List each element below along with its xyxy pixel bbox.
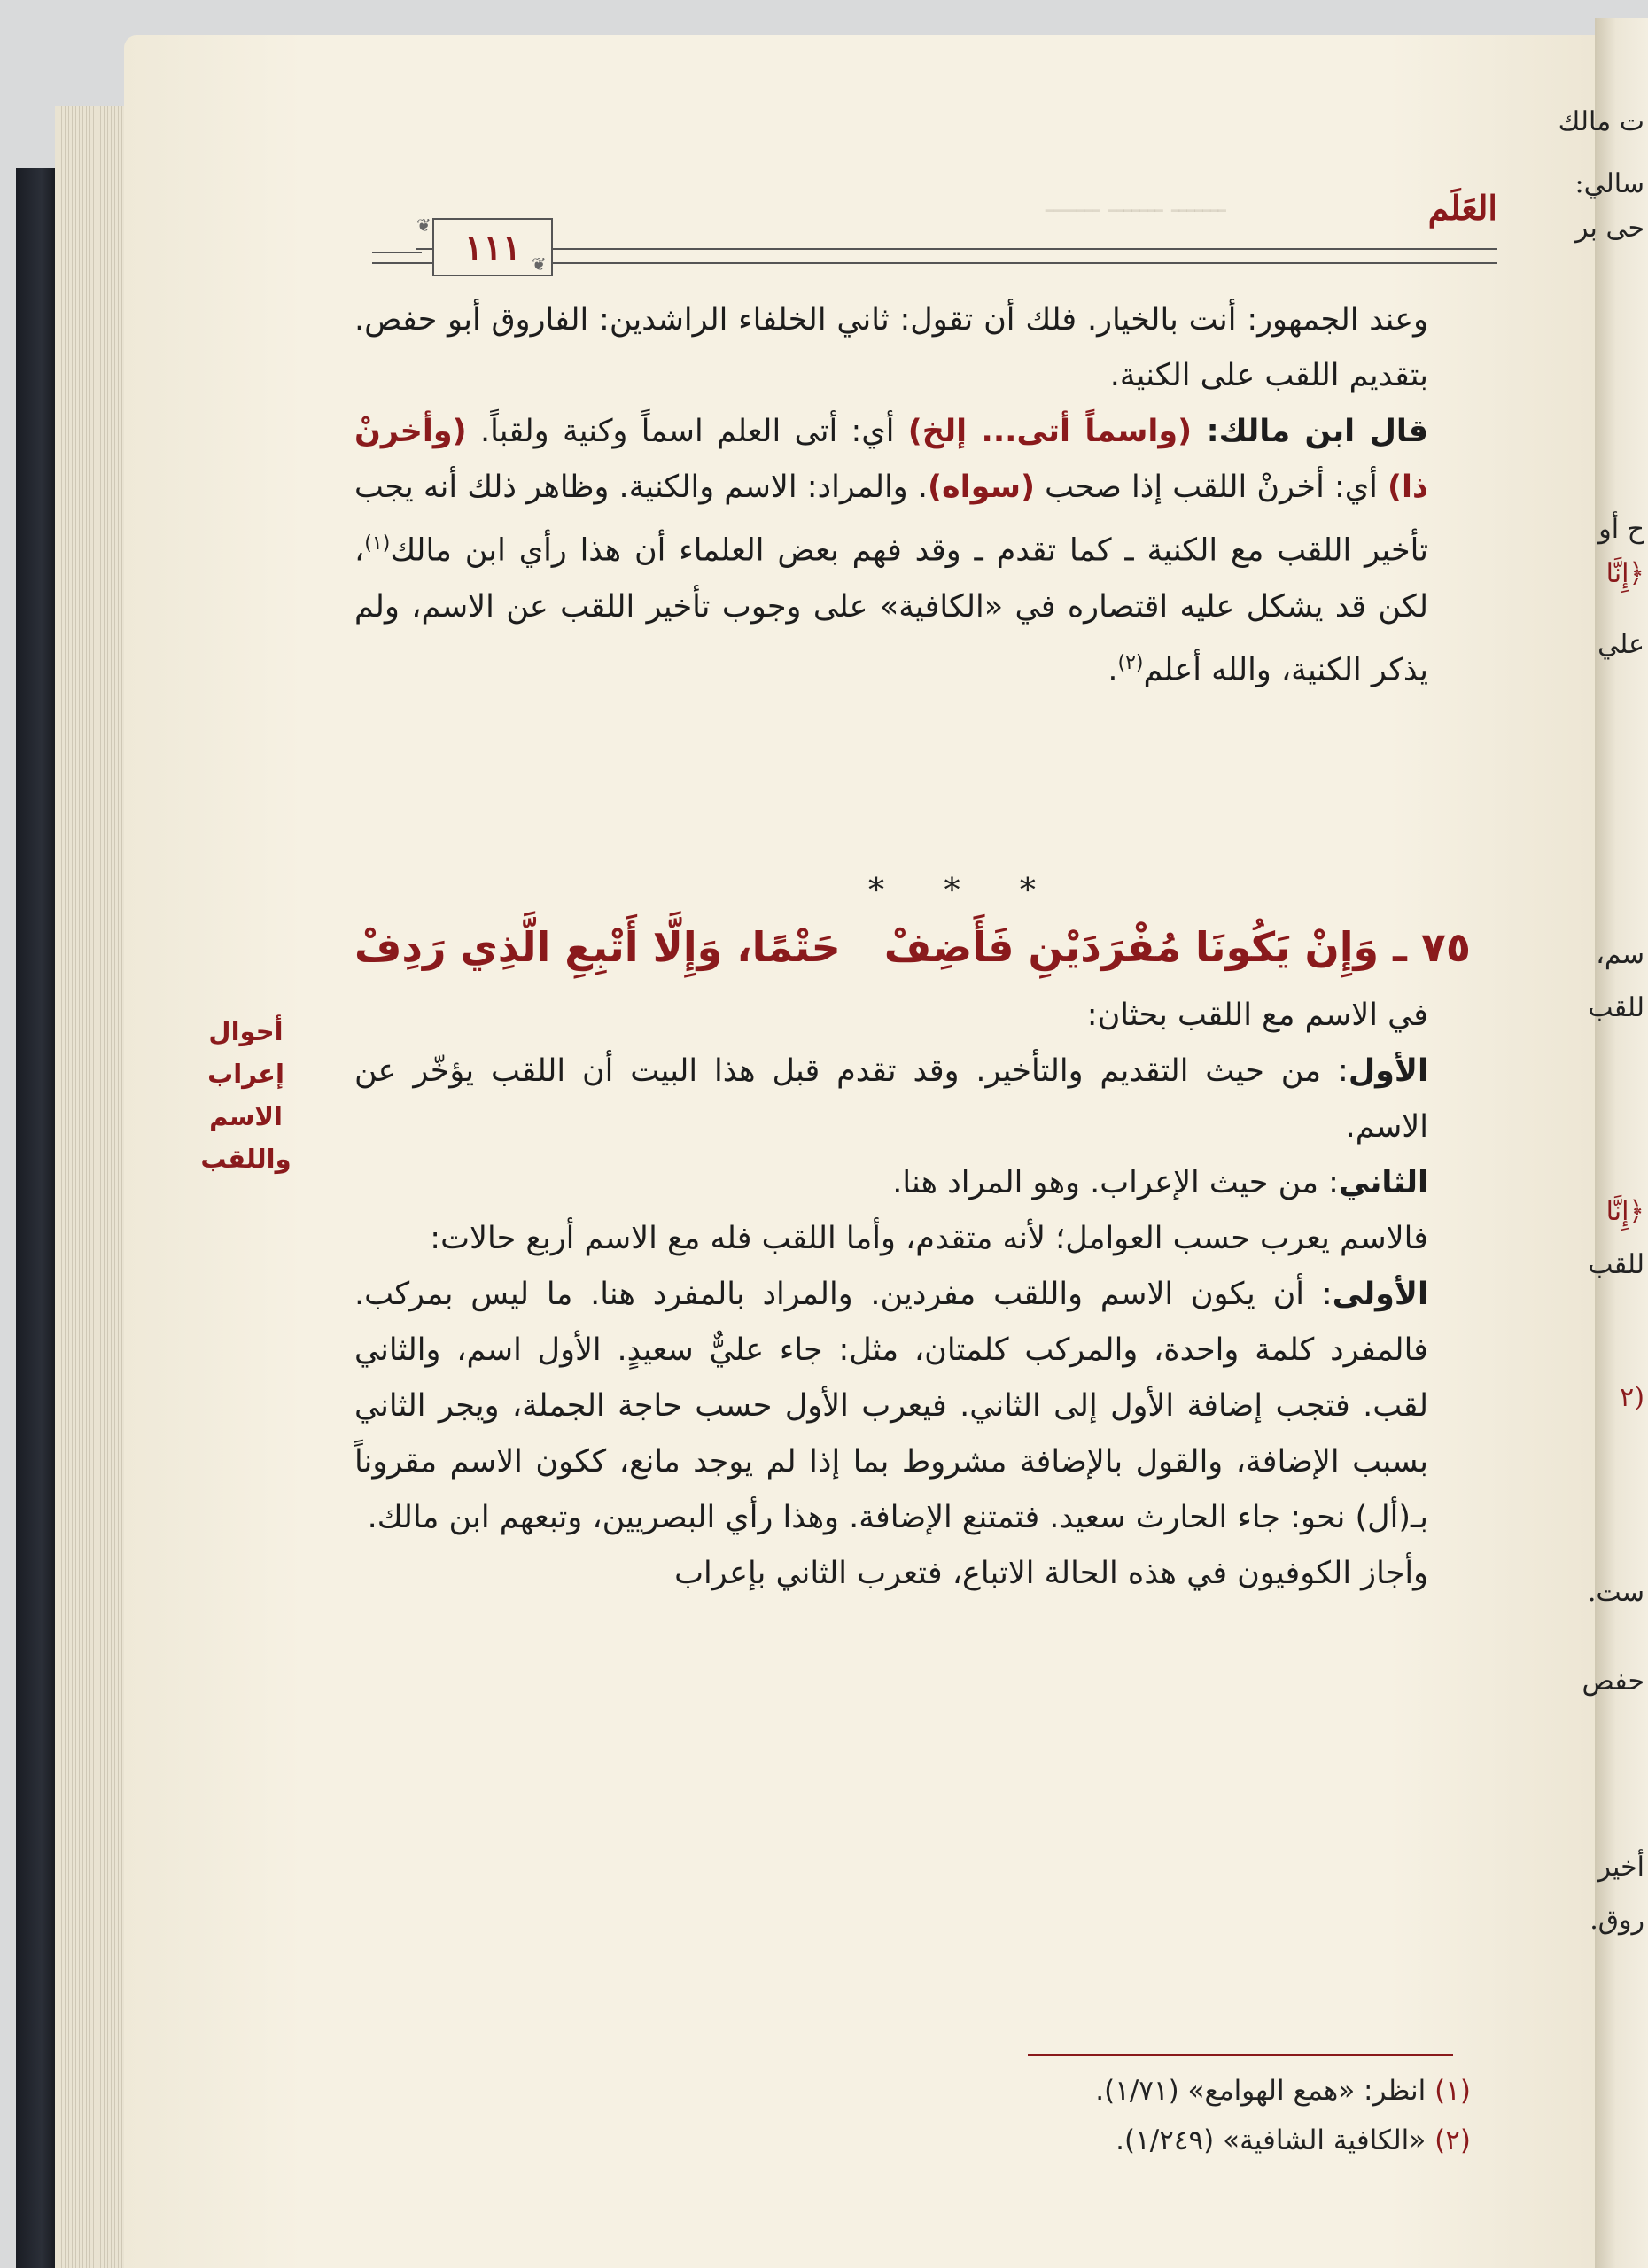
next-page-fragment: سم، — [1596, 939, 1644, 970]
term-label: الأول — [1348, 1053, 1428, 1089]
next-page-fragment: ح أو — [1598, 514, 1644, 545]
margin-note-line: الاسم — [209, 1101, 283, 1131]
text-run: قال ابن مالك: — [1192, 414, 1428, 449]
margin-note-line: واللقب — [200, 1144, 292, 1174]
quoted-verse: (واسماً أتى... إلخ) — [907, 414, 1193, 449]
footnote-number: (١) — [1434, 2075, 1471, 2107]
margin-note-line: أحوال إعراب — [207, 1016, 284, 1089]
book-spine — [16, 168, 58, 2268]
next-page-fragment: أخير — [1597, 1852, 1644, 1883]
margin-note — [173, 1010, 319, 1180]
paragraph — [354, 1267, 1471, 1546]
next-page-fragment: روق. — [1590, 1905, 1644, 1936]
chapter-title: العَلَم — [1427, 188, 1497, 228]
text-run: أي: أتى العلم اسماً وكنية ولقباً. — [466, 414, 908, 449]
paragraph — [354, 1044, 1471, 1155]
next-page-fragment: للقب — [1588, 992, 1644, 1023]
footnotes — [797, 2066, 1471, 2165]
page-number: ١١١ — [432, 218, 553, 276]
text-run: . — [1108, 652, 1118, 688]
paragraph — [354, 1155, 1471, 1211]
section-separator: * * * — [868, 873, 1061, 909]
text-run: ، لكن قد يشكل عليه اقتصاره في «الكافية» على وجوب تأخير اللقب عن الاسم، ولم يذكر الكنية، والله أعلم — [354, 532, 1428, 688]
next-page-fragment: حى بر — [1575, 213, 1644, 244]
bleed-through-text: ـــــــ ـــــــ ـــــــ — [1046, 188, 1226, 219]
header-rule — [416, 248, 1497, 264]
footnote-ref[interactable]: (٢) — [1117, 651, 1144, 674]
next-page-fragment: ﴿إِنَّا — [1605, 558, 1644, 589]
verse-line — [354, 923, 1471, 971]
footnote — [797, 2066, 1471, 2116]
ornament-icon: ❦ — [532, 253, 547, 275]
text-run: . والمراد: الاسم والكنية. وظاهر ذلك أنه يجب تأخير اللقب مع الكنية ـ كما تقدم ـ وقد فهم بعض العلماء أن هذا رأي ابن مالك — [354, 470, 1428, 569]
verse-hemistich-1: ٧٥ ـ وَإِنْ يَكُونَا مُفْرَدَيْنِ فَأَضِفْ — [883, 923, 1471, 971]
header-rule-left — [372, 252, 422, 264]
paragraph: في الاسم مع اللقب بحثان: — [1086, 998, 1428, 1033]
next-page-fragment: ست. — [1587, 1577, 1644, 1608]
term-label: الأولى — [1332, 1277, 1428, 1312]
paragraph — [354, 404, 1471, 698]
next-page-fragment: للقب — [1588, 1249, 1644, 1280]
text-run: : من حيث الإعراب. وهو المراد هنا. — [892, 1165, 1339, 1200]
text-run: : أن يكون الاسم واللقب مفردين. والمراد بالمفرد هنا. ما ليس بمركب. فالمفرد كلمة واحدة، والمركب كلمتان، مثل: جاء عليٌّ سعيدٍ. الأول اسم، والثاني لقب. فتجب إضافة الأول إلى الثاني. فيعرب الأول حسب حاجة الجملة، ويجر الثاني بسبب الإضافة، والقول بالإضافة مشروط بما إذا لم يوجد مانع، ككون الاسم مقروناً بـ(أل) نحو: جاء الحارث سعيد. فتمتنع الإضافة. وهذا رأي البصريين، وتبعهم ابن مالك. — [354, 1277, 1428, 1535]
next-page-fragment: علي — [1597, 629, 1644, 660]
footnote-rule — [1028, 2054, 1453, 2056]
paragraph: وأجاز الكوفيون في هذه الحالة الاتباع، فتعرب الثاني بإعراب — [674, 1556, 1428, 1591]
paragraph-block-2 — [354, 988, 1471, 1602]
next-page-fragment: سالي: — [1574, 168, 1644, 199]
term-label: الثاني — [1338, 1165, 1428, 1200]
footnote-ref[interactable]: (١) — [364, 532, 391, 555]
quoted-verse: (سواه) — [928, 470, 1036, 505]
next-page-fragment: حفص — [1582, 1666, 1644, 1697]
footnote-number: (٢) — [1434, 2124, 1471, 2156]
quoted-verse: (وأخرنْ ذا) — [354, 414, 1428, 505]
text-run: أي: أخرنْ اللقب إذا صحب — [1035, 470, 1388, 505]
next-page-fragment: ﴿إِنَّا — [1605, 1196, 1644, 1227]
paragraph-block-1 — [354, 292, 1471, 698]
next-page-edge — [1558, 18, 1648, 2268]
verse-hemistich-2: حَتْمًا، وَإِلَّا أَتْبِعِ الَّذِي رَدِفْ — [354, 923, 841, 971]
next-page-fragment: ت مالك — [1558, 106, 1644, 137]
text-run: : من حيث التقديم والتأخير. وقد تقدم قبل هذا البيت أن اللقب يؤخّر عن الاسم. — [354, 1053, 1428, 1145]
paragraph: فالاسم يعرب حسب العوامل؛ لأنه متقدم، وأما اللقب فله مع الاسم أربع حالات: — [430, 1221, 1428, 1256]
footnote — [797, 2116, 1471, 2165]
footnote-text: انظر: «همع الهوامع» (١/٧١). — [1095, 2075, 1426, 2107]
paragraph: وعند الجمهور: أنت بالخيار. فلك أن تقول: ثاني الخلفاء الراشدين: الفاروق أبو حفص. بتقديم اللقب على الكنية. — [354, 302, 1428, 393]
footnote-text: «الكافية الشافية» (١/٢٤٩). — [1116, 2124, 1426, 2156]
ornament-icon: ❦ — [416, 214, 431, 236]
next-page-fragment: (٢ — [1620, 1382, 1644, 1413]
